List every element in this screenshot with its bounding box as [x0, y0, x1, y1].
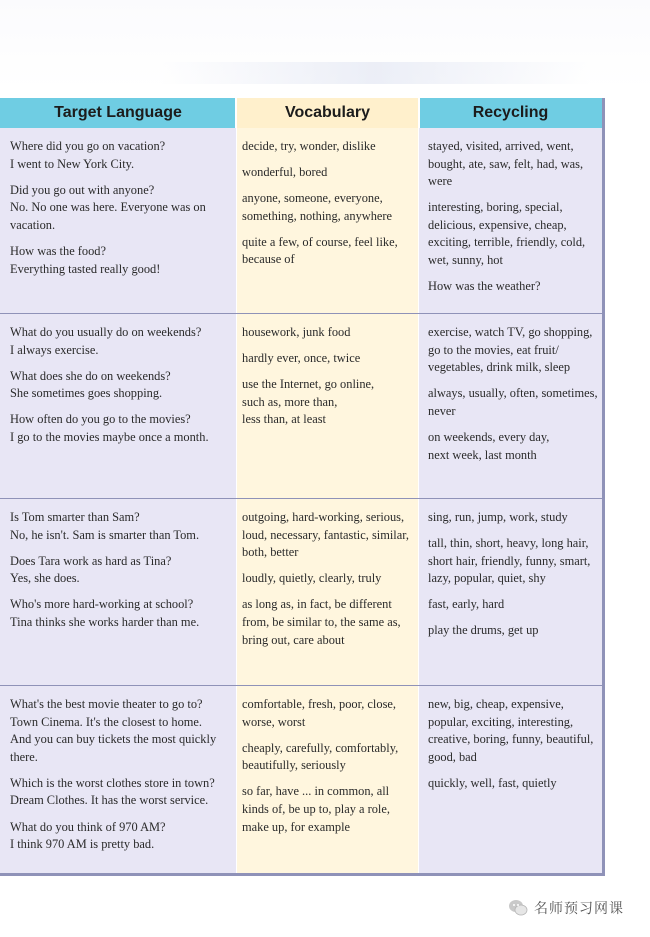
vocabulary-cell — [242, 696, 412, 845]
target-cell — [10, 509, 232, 640]
vocabulary-entry — [242, 138, 412, 156]
table-header-row — [0, 98, 602, 128]
text-line: What's the best movie theater to go to? — [10, 697, 203, 711]
target-entry — [10, 553, 232, 588]
target-entry — [10, 696, 232, 766]
text-line: less than, at least — [242, 412, 326, 427]
language-summary-table — [0, 98, 605, 876]
text-line: interesting, boring, special, — [428, 200, 563, 215]
text-line: Does Tara work as hard as Tina? — [10, 553, 172, 568]
header-target-language: Target Language — [0, 98, 236, 128]
text-line: housework, junk food — [242, 325, 351, 339]
header-divider — [418, 98, 420, 128]
text-line: good, bad — [428, 749, 477, 764]
target-entry — [10, 775, 232, 810]
text-line: Is Tom smarter than Sam? — [10, 510, 140, 524]
text-line: creative, boring, funny, beautiful, — [428, 732, 594, 747]
target-cell — [10, 138, 232, 287]
text-line: tall, thin, short, heavy, long hair, — [428, 536, 589, 551]
text-line: something, nothing, anywhere — [242, 208, 393, 223]
recycling-cell — [428, 138, 600, 304]
text-line: hardly ever, once, twice — [242, 351, 361, 366]
vocabulary-entry — [242, 234, 412, 269]
vocabulary-entry — [242, 190, 412, 225]
text-line: short hair, friendly, funny, smart, — [428, 553, 591, 568]
text-line: from, be similar to, the same as, — [242, 614, 401, 629]
recycling-cell — [428, 324, 600, 473]
text-line: outgoing, hard-working, serious, — [242, 510, 405, 524]
text-line: I always exercise. — [10, 342, 99, 357]
text-line: fast, early, hard — [428, 597, 505, 612]
recycling-entry — [428, 775, 600, 793]
text-line: never — [428, 403, 456, 418]
text-line: new, big, cheap, expensive, — [428, 697, 564, 711]
target-cell — [10, 324, 232, 455]
target-entry — [10, 324, 232, 359]
recycling-entry — [428, 429, 600, 464]
recycling-entry — [428, 324, 600, 377]
header-recycling: Recycling — [419, 98, 602, 128]
text-line: No, he isn't. Sam is smarter than Tom. — [10, 527, 200, 542]
recycling-entry — [428, 535, 600, 588]
text-line: Tina thinks she works harder than me. — [10, 614, 200, 629]
text-line: kinds of, be up to, play a role, — [242, 801, 390, 816]
text-line: How often do you go to the movies? — [10, 412, 191, 427]
text-line: No. No one was here. Everyone was on — [10, 200, 206, 215]
text-line: play the drums, get up — [428, 623, 539, 638]
text-line: delicious, expensive, cheap, — [428, 217, 567, 232]
text-line: exciting, terrible, friendly, cold, — [428, 235, 586, 250]
text-line: bought, ate, saw, felt, had, was, — [428, 156, 584, 171]
vocabulary-entry — [242, 324, 412, 342]
recycling-entry — [428, 138, 600, 191]
target-entry — [10, 509, 232, 544]
text-line: I think 970 AM is pretty bad. — [10, 837, 155, 852]
vocabulary-entry — [242, 783, 412, 836]
target-entry — [10, 596, 232, 631]
text-line: exercise, watch TV, go shopping, — [428, 325, 593, 339]
text-line: go to the movies, eat fruit/ — [428, 342, 559, 357]
text-line: beautifully, seriously — [242, 758, 346, 773]
target-entry — [10, 138, 232, 173]
text-line: comfortable, fresh, poor, close, — [242, 697, 396, 711]
text-line: next week, last month — [428, 447, 537, 462]
text-line: Everything tasted really good! — [10, 261, 161, 276]
watermark-text: 名师预习网课 — [534, 901, 624, 917]
text-line: cheaply, carefully, comfortably, — [242, 740, 399, 755]
recycling-entry — [428, 509, 600, 527]
text-line: Yes, she does. — [10, 571, 80, 586]
vocabulary-entry — [242, 570, 412, 588]
text-line: wet, sunny, hot — [428, 253, 503, 268]
text-line: lazy, popular, quiet, shy — [428, 571, 546, 586]
text-line: decide, try, wonder, dislike — [242, 139, 376, 153]
watermark — [508, 897, 624, 919]
text-line: on weekends, every day, — [428, 429, 550, 444]
vocabulary-cell — [242, 509, 412, 658]
row-divider — [0, 313, 602, 314]
text-line: make up, for example — [242, 819, 351, 834]
text-line: because of — [242, 252, 295, 267]
recycling-entry — [428, 622, 600, 640]
vocabulary-entry — [242, 350, 412, 368]
text-line: loud, necessary, fantastic, similar, — [242, 527, 409, 542]
text-line: such as, more than, — [242, 394, 338, 409]
text-line: there. — [10, 749, 38, 764]
column-divider — [236, 128, 237, 873]
text-line: What do you usually do on weekends? — [10, 325, 202, 339]
target-entry — [10, 368, 232, 403]
text-line: both, better — [242, 545, 299, 560]
text-line: wonderful, bored — [242, 165, 328, 180]
text-line: What does she do on weekends? — [10, 368, 171, 383]
header-vocabulary: Vocabulary — [236, 98, 419, 128]
text-line: always, usually, often, sometimes, — [428, 386, 598, 401]
text-line: quite a few, of course, feel like, — [242, 234, 398, 249]
recycling-entry — [428, 596, 600, 614]
header-divider — [235, 98, 237, 128]
text-line: worse, worst — [242, 714, 306, 729]
text-line: stayed, visited, arrived, went, — [428, 139, 574, 153]
vocabulary-entry — [242, 376, 412, 429]
text-line: Did you go out with anyone? — [10, 182, 155, 197]
text-line: And you can buy tickets the most quickly — [10, 732, 217, 747]
column-divider — [418, 128, 419, 873]
vocabulary-entry — [242, 696, 412, 731]
faded-page-title — [160, 62, 590, 84]
recycling-entry — [428, 385, 600, 420]
text-line: I went to New York City. — [10, 156, 135, 171]
vocabulary-cell — [242, 138, 412, 278]
text-line: sing, run, jump, work, study — [428, 510, 568, 524]
text-line: I go to the movies maybe once a month. — [10, 429, 209, 444]
text-line: bring out, care about — [242, 632, 345, 647]
recycling-entry — [428, 696, 600, 766]
target-entry — [10, 819, 232, 854]
text-line: as long as, in fact, be different — [242, 597, 392, 612]
text-line: popular, exciting, interesting, — [428, 714, 574, 729]
text-line: How was the food? — [10, 243, 107, 258]
text-line: She sometimes goes shopping. — [10, 386, 163, 401]
recycling-entry — [428, 278, 600, 296]
row-divider — [0, 498, 602, 499]
text-line: Which is the worst clothes store in town? — [10, 775, 215, 790]
target-entry — [10, 243, 232, 278]
target-entry — [10, 411, 232, 446]
text-line: so far, have ... in common, all — [242, 784, 390, 799]
text-line: use the Internet, go online, — [242, 377, 375, 392]
wechat-icon — [508, 898, 528, 918]
vocabulary-entry — [242, 164, 412, 182]
text-line: anyone, someone, everyone, — [242, 191, 383, 206]
text-line: Town Cinema. It's the closest to home. — [10, 714, 203, 729]
target-cell — [10, 696, 232, 862]
vocabulary-entry — [242, 509, 412, 562]
text-line: quickly, well, fast, quietly — [428, 775, 557, 790]
target-entry — [10, 182, 232, 235]
text-line: vacation. — [10, 217, 56, 232]
text-line: Dream Clothes. It has the worst service. — [10, 793, 209, 808]
recycling-cell — [428, 509, 600, 649]
vocabulary-cell — [242, 324, 412, 437]
text-line: loudly, quietly, clearly, truly — [242, 571, 382, 586]
recycling-entry — [428, 199, 600, 269]
row-divider — [0, 685, 602, 686]
text-line: How was the weather? — [428, 279, 541, 294]
text-line: Who's more hard-working at school? — [10, 597, 194, 612]
vocabulary-entry — [242, 740, 412, 775]
text-line: were — [428, 174, 453, 189]
text-line: Where did you go on vacation? — [10, 139, 166, 153]
text-line: vegetables, drink milk, sleep — [428, 360, 571, 375]
vocabulary-entry — [242, 596, 412, 649]
text-line: What do you think of 970 AM? — [10, 819, 166, 834]
recycling-cell — [428, 696, 600, 801]
